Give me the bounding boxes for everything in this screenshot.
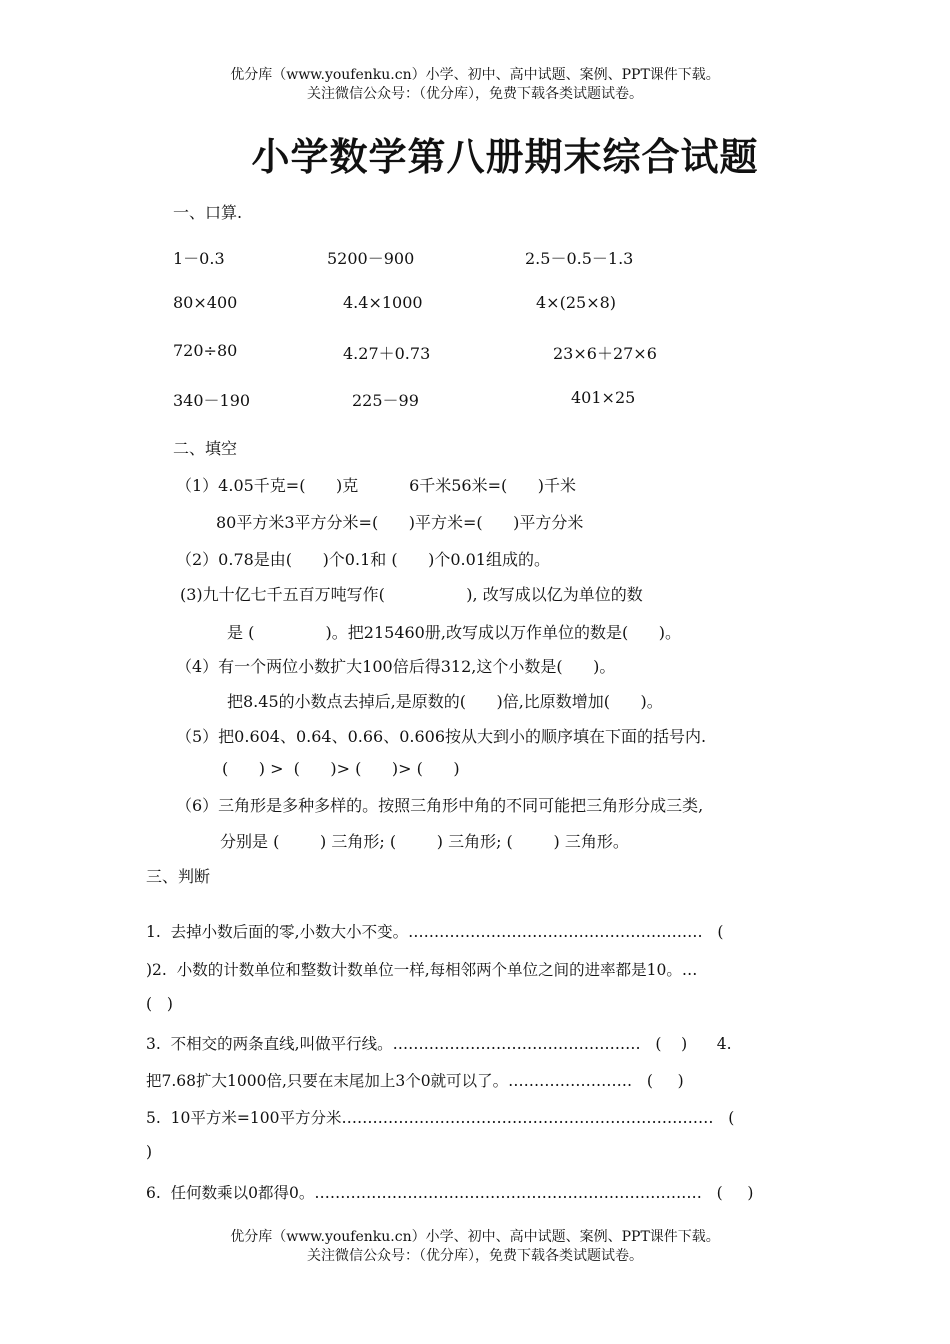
section-3-heading: 三、判断 bbox=[146, 867, 211, 886]
fill-blank-line: （5）把0.604、0.64、0.66、0.606按从大到小的顺序填在下面的括号内. bbox=[176, 727, 707, 746]
math-item: 1－0.3 bbox=[173, 249, 225, 268]
header-line-1: 优分库（www.youfenku.cn）小学、初中、高中试题、案例、PPT课件下载。 bbox=[230, 67, 720, 83]
math-item: 340－190 bbox=[173, 391, 251, 410]
judgement-line: 6. 任何数乘以0都得0。………………………………………………………………… ( ) bbox=[146, 1184, 754, 1202]
fill-blank-line: 分别是 ( ) 三角形; ( ) 三角形; ( ) 三角形。 bbox=[220, 832, 629, 851]
judgement-line: 5. 10平方米=100平方分米……………………………………………………………… ( bbox=[146, 1109, 735, 1127]
math-item: 225－99 bbox=[352, 391, 419, 410]
fill-blank-line: （4）有一个两位小数扩大100倍后得312,这个小数是( )。 bbox=[176, 657, 616, 676]
fill-blank-line: ( ) > ( )> ( )> ( ) bbox=[222, 759, 460, 778]
footer-line-2: 关注微信公众号：（优分库），免费下载各类试题试卷。 bbox=[307, 1248, 643, 1264]
judgement-line: 把7.68扩大1000倍,只要在末尾加上3个0就可以了。…………………… ( ) bbox=[146, 1072, 684, 1090]
judgement-line: 1. 去掉小数后面的零,小数大小不变。………………………………………………… ( bbox=[146, 923, 724, 941]
judgement-line: )2. 小数的计数单位和整数计数单位一样,每相邻两个单位之间的进率都是10。… bbox=[146, 961, 698, 979]
math-item: 720÷80 bbox=[173, 341, 238, 360]
math-item: 80×400 bbox=[173, 293, 238, 312]
math-item: 5200－900 bbox=[327, 249, 415, 268]
fill-blank-line: （1）4.05千克=( )克 6千米56米=( )千米 bbox=[176, 476, 577, 495]
math-item: 4.27＋0.73 bbox=[343, 344, 431, 363]
judgement-line: ( ) bbox=[146, 995, 173, 1013]
fill-blank-line: （2）0.78是由( )个0.1和 ( )个0.01组成的。 bbox=[176, 550, 550, 569]
fill-blank-line: 是 ( )。把215460册,改写成以万作单位的数是( )。 bbox=[227, 623, 681, 642]
judgement-line: ) bbox=[146, 1143, 153, 1161]
fill-blank-line: （6）三角形是多种多样的。按照三角形中角的不同可能把三角形分成三类, bbox=[176, 796, 704, 815]
math-item: 4.4×1000 bbox=[343, 293, 423, 312]
header-line-2: 关注微信公众号：（优分库），免费下载各类试题试卷。 bbox=[307, 86, 643, 102]
page-title: 小学数学第八册期末综合试题 bbox=[251, 135, 759, 179]
judgement-line: 3. 不相交的两条直线,叫做平行线。………………………………………… ( ) 4. bbox=[146, 1035, 732, 1053]
math-item: 401×25 bbox=[571, 388, 636, 407]
fill-blank-line: 80平方米3平方分米=( )平方米=( )平方分米 bbox=[216, 513, 584, 532]
math-item: 4×(25×8) bbox=[536, 293, 617, 312]
section-2-heading: 二、填空 bbox=[173, 439, 238, 458]
fill-blank-line: 把8.45的小数点去掉后,是原数的( )倍,比原数增加( )。 bbox=[227, 692, 663, 711]
math-item: 23×6＋27×6 bbox=[553, 344, 657, 363]
footer-line-1: 优分库（www.youfenku.cn）小学、初中、高中试题、案例、PPT课件下载。 bbox=[230, 1229, 720, 1245]
section-1-heading: 一、口算. bbox=[173, 203, 243, 222]
fill-blank-line: (3)九十亿七千五百万吨写作( ), 改写成以亿为单位的数 bbox=[180, 585, 643, 604]
math-item: 2.5－0.5－1.3 bbox=[525, 249, 634, 268]
